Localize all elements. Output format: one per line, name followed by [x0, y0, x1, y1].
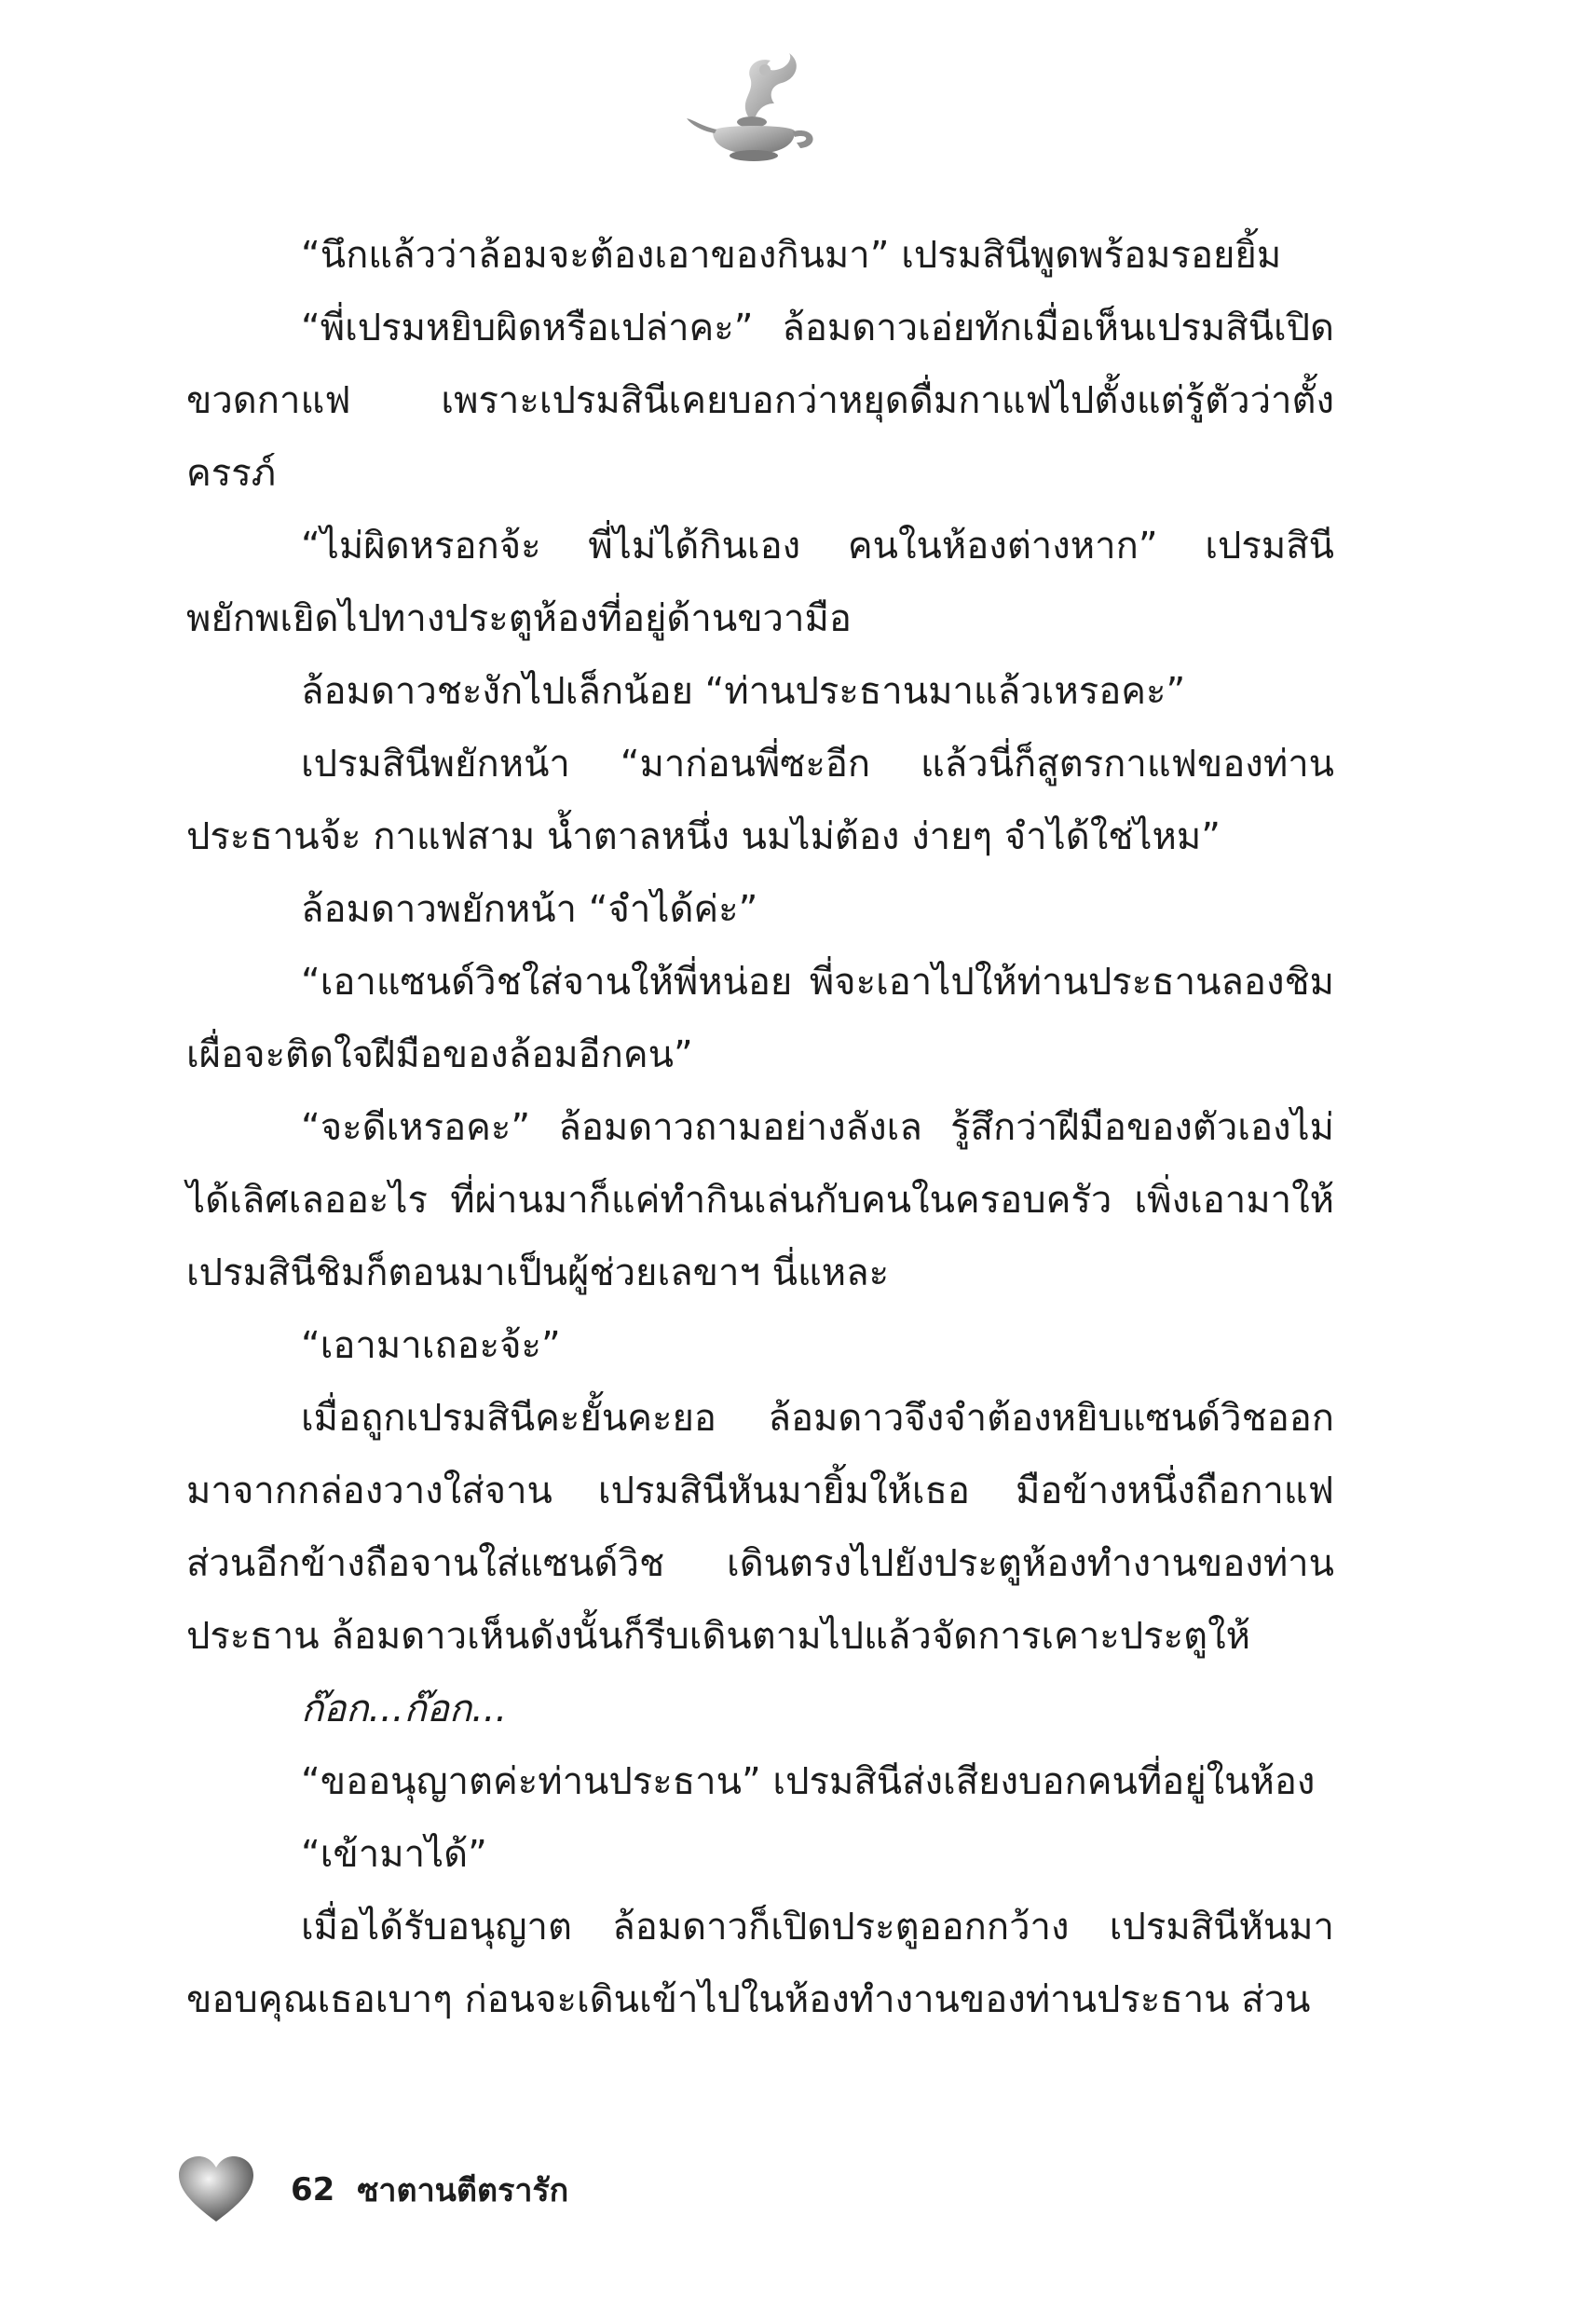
page-footer: [179, 2139, 568, 2241]
paragraph: “นึกแล้วว่าล้อมจะต้องเอาของกินมา” เปรมสินีพูดพร้อมรอยยิ้ม: [301, 234, 1282, 277]
paragraph: “พี่เปรมหยิบผิดหรือเปล่าคะ” ล้อมดาวเอ่ยทักเมื่อเห็นเปรมสินีเปิดขวดกาแฟ เพราะเปรมสินีเคยบอกว่าหยุดดื่มกาแฟไปตั้งแต่รู้ตัวว่าตั้งครรภ์: [186, 307, 1334, 495]
paragraph: เปรมสินีพยักหน้า “มาก่อนพี่ซะอีก แล้วนี่ก็สูตรกาแฟของท่านประธานจ้ะ กาแฟสาม น้ำตาลหนึ่ง นมไม่ต้อง ง่ายๆ จำได้ใช่ไหม”: [186, 743, 1334, 858]
paragraph: “เอามาเถอะจ้ะ”: [301, 1324, 561, 1367]
genie-lamp-icon: [685, 51, 825, 163]
paragraph: “ไม่ผิดหรอกจ้ะ พี่ไม่ได้กินเอง คนในห้องต่างหาก” เปรมสินีพยักพเยิดไปทางประตูห้องที่อยู่ด้านขวามือ: [186, 525, 1334, 640]
paragraph: ล้อมดาวชะงักไปเล็กน้อย “ท่านประธานมาแล้วเหรอคะ”: [301, 670, 1186, 713]
paragraph: “เอาแซนด์วิชใส่จานให้พี่หน่อย พี่จะเอาไปให้ท่านประธานลองชิมเผื่อจะติดใจฝีมือของล้อมอีกคน”: [186, 961, 1334, 1076]
body-text: [186, 219, 1334, 2036]
paragraph: เมื่อได้รับอนุญาต ล้อมดาวก็เปิดประตูออกกว้าง เปรมสินีหันมาขอบคุณเธอเบาๆ ก่อนจะเดินเข้าไปในห้องทำงานของท่านประธาน ส่วน: [186, 1906, 1334, 2021]
heart-icon: [179, 2156, 253, 2223]
paragraph: เมื่อถูกเปรมสินีคะยั้นคะยอ ล้อมดาวจึงจำต้องหยิบแซนด์วิชออกมาจากกล่องวางใส่จาน เปรมสินีหันมายิ้มให้เธอ มือข้างหนึ่งถือกาแฟ ส่วนอีกข้างถือจานใส่แซนด์วิช เดินตรงไปยังประตูห้องทำงานของท่านประธาน ล้อมดาวเห็นดังนั้นก็รีบเดินตามไปแล้วจัดการเคาะประตูให้: [186, 1397, 1334, 1658]
paragraph: “จะดีเหรอคะ” ล้อมดาวถามอย่างลังเล รู้สึกว่าฝีมือของตัวเองไม่ได้เลิศเลออะไร ที่ผ่านมาก็แค่ทำกินเล่นกับคนในครอบครัว เพิ่งเอามาให้เปรมสินีชิมก็ตอนมาเป็นผู้ช่วยเลขาฯ นี่แหละ: [186, 1106, 1334, 1294]
paragraph: ก๊อก...ก๊อก...: [301, 1688, 508, 1730]
paragraph: ล้อมดาวพยักหน้า “จำได้ค่ะ”: [301, 888, 758, 931]
paragraph: “เข้ามาได้”: [301, 1833, 487, 1876]
book-title: ซาตานตีตรารัก: [357, 2172, 569, 2209]
page-number: 62: [291, 2171, 335, 2208]
paragraph: “ขออนุญาตค่ะท่านประธาน” เปรมสินีส่งเสียงบอกคนที่อยู่ในห้อง: [301, 1760, 1316, 1803]
